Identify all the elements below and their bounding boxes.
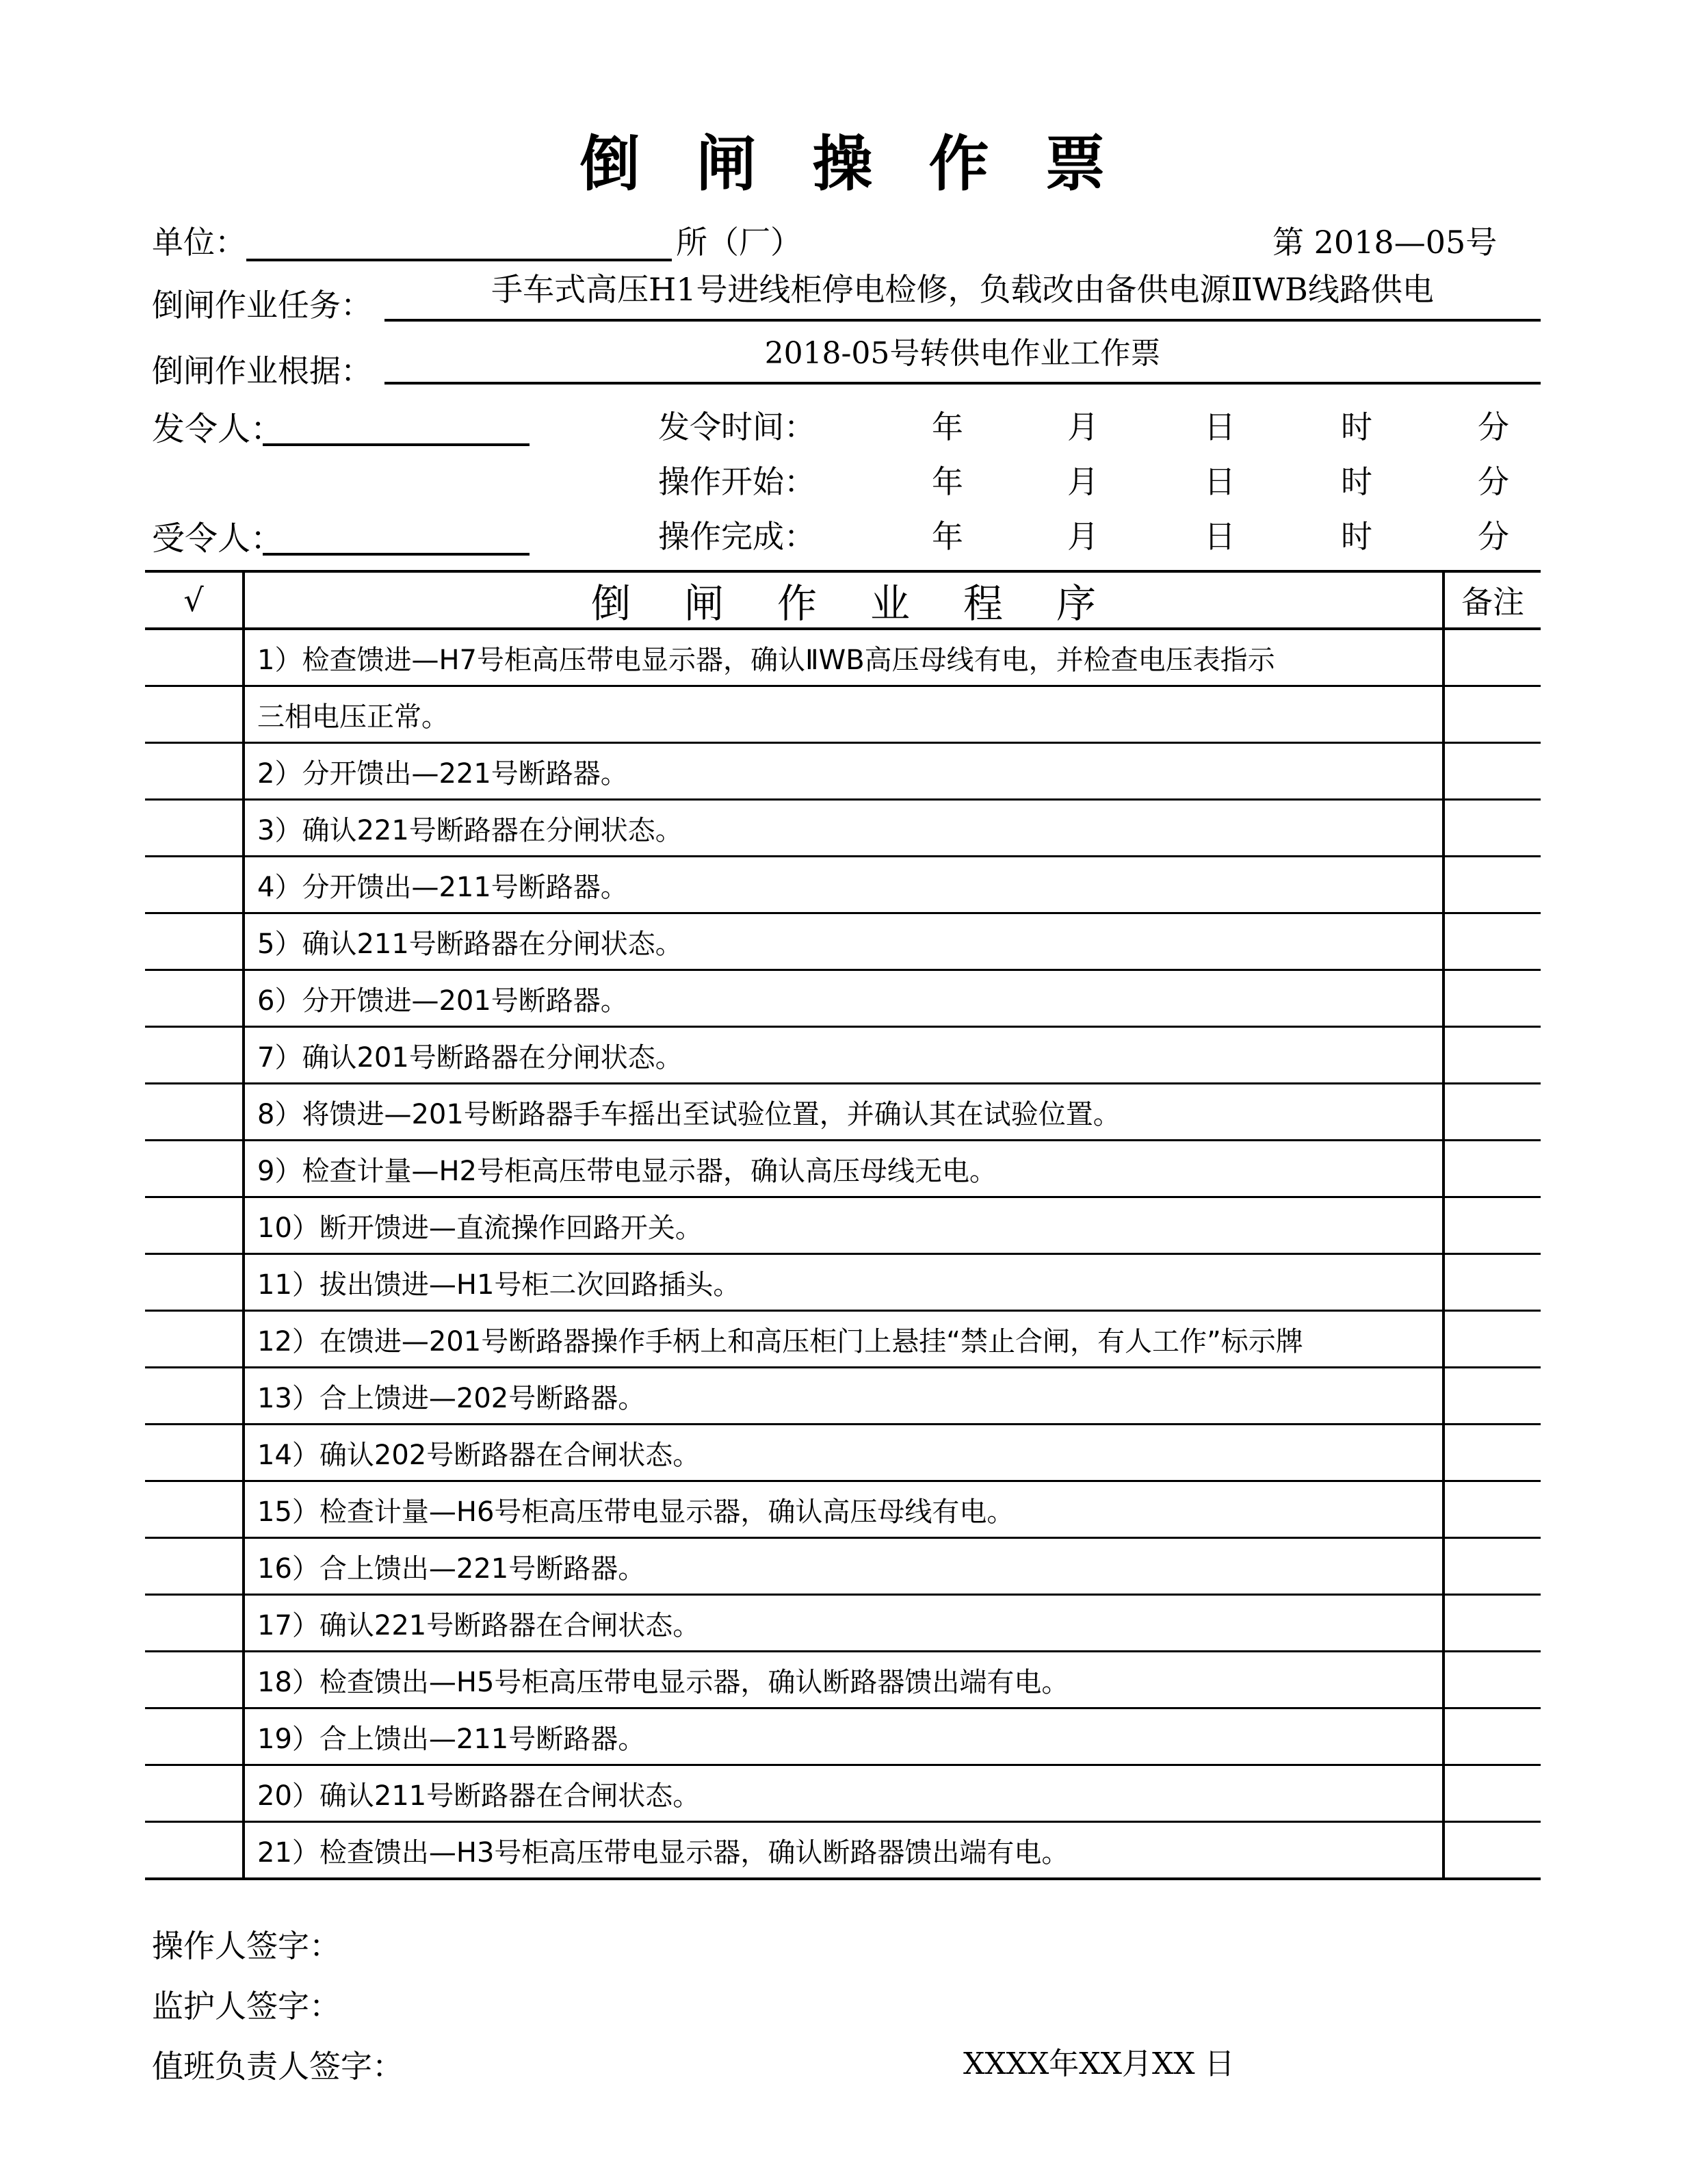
table-row — [145, 1255, 1541, 1312]
start-hour: 时 — [1341, 463, 1372, 500]
step-cell — [245, 914, 1589, 969]
note-cell[interactable] — [1442, 1823, 1541, 1877]
step-cell — [245, 1028, 1589, 1082]
note-cell[interactable] — [1442, 1652, 1541, 1707]
step-text: 19）合上馈出—211号断路器。 — [257, 1723, 646, 1755]
table-row — [145, 1652, 1541, 1709]
note-cell[interactable] — [1442, 687, 1541, 742]
note-cell[interactable] — [1442, 1766, 1541, 1821]
issue-year: 年 — [932, 408, 963, 445]
step-text: 2）分开馈出—221号断路器。 — [257, 757, 628, 790]
basis-value: 2018-05号转供电作业工作票 — [764, 336, 1161, 371]
table-row — [145, 1425, 1541, 1482]
check-cell[interactable] — [145, 687, 245, 742]
note-cell[interactable] — [1442, 744, 1541, 798]
start-minute: 分 — [1478, 463, 1509, 500]
step-cell — [245, 1652, 1589, 1707]
check-cell[interactable] — [145, 971, 245, 1026]
step-text: 16）合上馈出—221号断路器。 — [257, 1552, 646, 1585]
step-text: 11）拔出馈进—H1号柜二次回路插头。 — [257, 1269, 741, 1301]
check-cell[interactable] — [145, 1368, 245, 1423]
table-row — [145, 630, 1541, 687]
unit-suffix: 所（厂） — [676, 224, 802, 261]
table-row — [145, 1084, 1541, 1141]
check-cell[interactable] — [145, 1255, 245, 1310]
step-text: 15）检查计量—H6号柜高压带电显示器，确认高压母线有电。 — [257, 1496, 1015, 1528]
note-cell[interactable] — [1442, 801, 1541, 855]
table-header — [145, 573, 1541, 630]
check-cell[interactable] — [145, 1312, 245, 1366]
check-column-header: √ — [145, 573, 245, 627]
step-cell — [245, 971, 1589, 1026]
table-row — [145, 1368, 1541, 1425]
table-row — [145, 1198, 1541, 1255]
step-cell — [245, 1425, 1589, 1480]
step-cell — [245, 1198, 1589, 1253]
note-cell[interactable] — [1442, 1255, 1541, 1310]
basis-field[interactable] — [384, 333, 1541, 385]
check-cell[interactable] — [145, 630, 245, 685]
note-cell[interactable] — [1442, 1482, 1541, 1537]
basis-label: 倒闸作业根据： — [152, 352, 372, 389]
step-cell — [245, 1482, 1589, 1537]
step-text: 12）在馈进—201号断路器操作手柄上和高压柜门上悬挂“禁止合闸，有人工作”标示牌 — [257, 1325, 1303, 1357]
receiver-label: 受令人： — [152, 519, 284, 558]
operation-table — [145, 570, 1541, 1880]
start-time-label: 操作开始： — [658, 463, 815, 500]
note-cell[interactable] — [1442, 1028, 1541, 1082]
receiver-field[interactable] — [263, 515, 530, 556]
note-cell[interactable] — [1442, 1425, 1541, 1480]
finish-year: 年 — [932, 518, 963, 555]
check-cell[interactable] — [145, 1425, 245, 1480]
table-row — [145, 971, 1541, 1028]
finish-hour: 时 — [1341, 518, 1372, 555]
table-row — [145, 1766, 1541, 1823]
table-row — [145, 744, 1541, 801]
note-column-header: 备注 — [1442, 573, 1541, 627]
issue-time-label: 发令时间： — [658, 408, 815, 445]
task-field[interactable] — [384, 268, 1541, 322]
issuer-label: 发令人： — [152, 410, 284, 448]
table-row — [145, 1141, 1541, 1198]
step-cell — [245, 1255, 1589, 1310]
step-text: 5）确认211号断路器在分闸状态。 — [257, 928, 683, 960]
check-cell[interactable] — [145, 1596, 245, 1650]
check-cell[interactable] — [145, 1198, 245, 1253]
note-cell[interactable] — [1442, 1539, 1541, 1594]
operator-sign-label: 操作人签字： — [152, 1927, 341, 1964]
note-cell[interactable] — [1442, 1368, 1541, 1423]
check-cell[interactable] — [145, 1539, 245, 1594]
table-row — [145, 687, 1541, 744]
step-cell — [245, 1766, 1589, 1821]
unit-label: 单位： — [152, 224, 246, 261]
step-cell — [245, 1709, 1589, 1764]
issue-month: 月 — [1067, 408, 1099, 445]
check-cell[interactable] — [145, 857, 245, 912]
step-cell — [245, 630, 1589, 685]
check-cell[interactable] — [145, 914, 245, 969]
table-row — [145, 801, 1541, 857]
step-text: 9）检查计量—H2号柜高压带电显示器，确认高压母线无电。 — [257, 1155, 997, 1187]
note-cell[interactable] — [1442, 630, 1541, 685]
task-value: 手车式高压H1号进线柜停电检修，负载改由备供电源ⅡWB线路供电 — [491, 271, 1434, 308]
ticket-number: 第 2018—05号 — [1272, 224, 1498, 261]
step-cell — [245, 1823, 1589, 1877]
step-cell — [245, 687, 1589, 742]
sign-date: XXXX年XX月XX 日 — [963, 2046, 1235, 2081]
step-text: 6）分开馈进—201号断路器。 — [257, 985, 628, 1017]
step-text: 13）合上馈进—202号断路器。 — [257, 1382, 646, 1414]
finish-month: 月 — [1067, 518, 1099, 555]
task-label: 倒闸作业任务： — [152, 287, 372, 324]
step-text: 20）确认211号断路器在合闸状态。 — [257, 1780, 701, 1812]
table-row — [145, 1709, 1541, 1766]
table-row — [145, 857, 1541, 914]
note-cell[interactable] — [1442, 914, 1541, 969]
check-cell[interactable] — [145, 1028, 245, 1082]
check-cell[interactable] — [145, 1652, 245, 1707]
check-cell[interactable] — [145, 1766, 245, 1821]
issue-minute: 分 — [1478, 408, 1509, 445]
issuer-field[interactable] — [263, 405, 530, 446]
check-cell[interactable] — [145, 1709, 245, 1764]
note-cell[interactable] — [1442, 971, 1541, 1026]
guardian-sign-label: 监护人签字： — [152, 1988, 341, 2025]
step-cell — [245, 1596, 1589, 1650]
finish-minute: 分 — [1478, 518, 1509, 555]
step-text: 8）将馈进—201号断路器手车摇出至试验位置，并确认其在试验位置。 — [257, 1098, 1121, 1130]
note-cell[interactable] — [1442, 1084, 1541, 1139]
step-text: 10）断开馈进—直流操作回路开关。 — [257, 1212, 703, 1244]
steps-column-header: 倒闸作业程序 — [590, 580, 1149, 627]
note-cell[interactable] — [1442, 1596, 1541, 1650]
step-text: 17）确认221号断路器在合闸状态。 — [257, 1609, 701, 1641]
step-cell — [245, 1312, 1541, 1366]
step-text: 4）分开馈出—211号断路器。 — [257, 871, 628, 903]
table-row — [145, 1482, 1541, 1539]
check-cell[interactable] — [145, 1141, 245, 1196]
page-title: 倒闸操作票 — [579, 129, 1162, 199]
step-text: 三相电压正常。 — [257, 701, 449, 733]
check-cell[interactable] — [145, 1084, 245, 1139]
table-row — [145, 1312, 1541, 1368]
check-cell[interactable] — [145, 801, 245, 855]
start-month: 月 — [1067, 463, 1099, 500]
table-body — [145, 630, 1541, 1880]
step-cell — [245, 1084, 1589, 1139]
start-year: 年 — [932, 463, 963, 500]
note-cell[interactable] — [1442, 1709, 1541, 1764]
step-text: 14）确认202号断路器在合闸状态。 — [257, 1439, 701, 1471]
step-text: 1）检查馈进—H7号柜高压带电显示器，确认ⅡWB高压母线有电，并检查电压表指示 — [257, 644, 1275, 676]
check-cell[interactable] — [145, 1823, 245, 1877]
check-cell[interactable] — [145, 1482, 245, 1537]
finish-day: 日 — [1204, 518, 1236, 555]
step-cell — [245, 857, 1589, 912]
note-cell[interactable] — [1442, 1141, 1541, 1196]
start-day: 日 — [1204, 463, 1236, 500]
duty-sign-label: 值班负责人签字： — [152, 2048, 404, 2085]
issue-day: 日 — [1204, 408, 1236, 445]
note-cell[interactable] — [1442, 857, 1541, 912]
step-cell — [245, 1539, 1589, 1594]
table-row — [145, 1823, 1541, 1880]
unit-field[interactable] — [246, 220, 672, 261]
note-cell[interactable] — [1442, 1312, 1541, 1366]
table-row — [145, 1028, 1541, 1084]
step-cell — [245, 1141, 1589, 1196]
step-text: 21）检查馈出—H3号柜高压带电显示器，确认断路器馈出端有电。 — [257, 1836, 1069, 1869]
finish-time-label: 操作完成： — [658, 518, 815, 555]
table-row — [145, 1596, 1541, 1652]
note-cell[interactable] — [1442, 1198, 1541, 1253]
table-row — [145, 914, 1541, 971]
issue-hour: 时 — [1341, 408, 1372, 445]
step-text: 3）确认221号断路器在分闸状态。 — [257, 814, 683, 846]
step-cell — [245, 1368, 1589, 1423]
step-text: 18）检查馈出—H5号柜高压带电显示器，确认断路器馈出端有电。 — [257, 1666, 1069, 1698]
step-cell — [245, 801, 1589, 855]
step-text: 7）确认201号断路器在分闸状态。 — [257, 1041, 683, 1074]
check-cell[interactable] — [145, 744, 245, 798]
step-cell — [245, 744, 1589, 798]
table-row — [145, 1539, 1541, 1596]
